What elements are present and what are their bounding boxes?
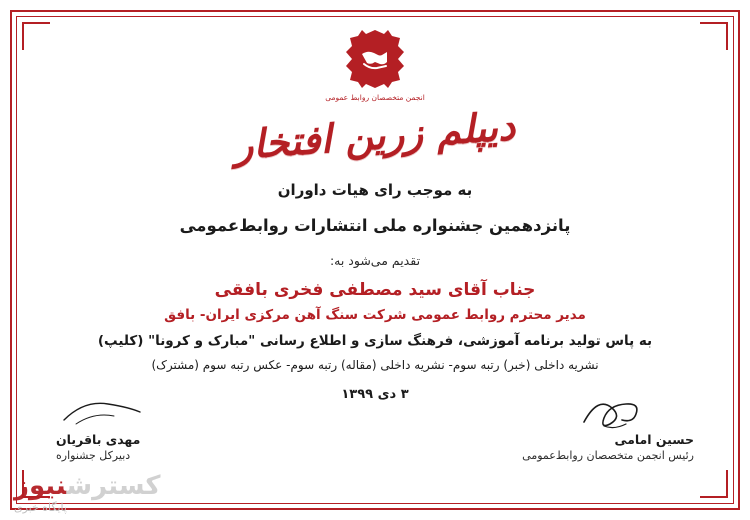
title-wrapper [30, 102, 720, 169]
board-decision-line: به موجب رای هیات داوران [277, 180, 473, 199]
logo-caption: انجمن متخصصان روابط عمومی [325, 93, 425, 102]
signature-name-secretary: مهدی باقریان [56, 432, 141, 447]
watermark-sub: پایگاه خبری [14, 501, 67, 514]
signature-title-secretary: دبیرکل جشنواره [56, 449, 131, 462]
presented-to-label: تقدیم می‌شود به: [329, 252, 421, 268]
signature-block-secretary [38, 392, 356, 462]
award-reason: به پاس تولید برنامه آموزشی، فرهنگ سازی و اطلاع رسانی "مبارک و کرونا" (کلیپ) [97, 332, 653, 349]
festival-name-line: پانزدهمین جشنواره ملی انتشارات روابط‌عمومی [179, 215, 571, 235]
organization-logo [30, 28, 720, 102]
award-ranks: نشریه داخلی (خبر) رتبه سوم- نشریه داخلی (مقاله) رتبه سوم- عکس رتبه سوم (مشترک) [151, 357, 599, 372]
certificate-title: دیپلم زرین افتخار [233, 103, 517, 169]
watermark-main [14, 473, 160, 499]
watermark-main-part1: کسترش [66, 471, 161, 501]
signature-mark-secretary [56, 392, 356, 432]
certificate-content [30, 24, 720, 496]
watermark-main-part2: نیوز [14, 471, 67, 501]
signature-title-president: رئیس انجمن متخصصان روابط‌عمومی [522, 449, 694, 462]
signature-area [38, 392, 712, 462]
signature-name-president: حسین امامی [614, 432, 694, 447]
site-watermark [14, 473, 160, 514]
issue-date: ۳ دی ۱۳۹۹ [341, 386, 409, 402]
signature-mark-president [394, 392, 694, 432]
signature-block-president [394, 392, 712, 462]
recipient-name: جناب آقای سید مصطفی فخری بافقی [214, 279, 536, 300]
recipient-role: مدیر محترم روابط عمومی شرکت سنگ آهن مرکزی ایران- بافق [164, 306, 586, 323]
handshake-emblem-icon [344, 28, 406, 90]
